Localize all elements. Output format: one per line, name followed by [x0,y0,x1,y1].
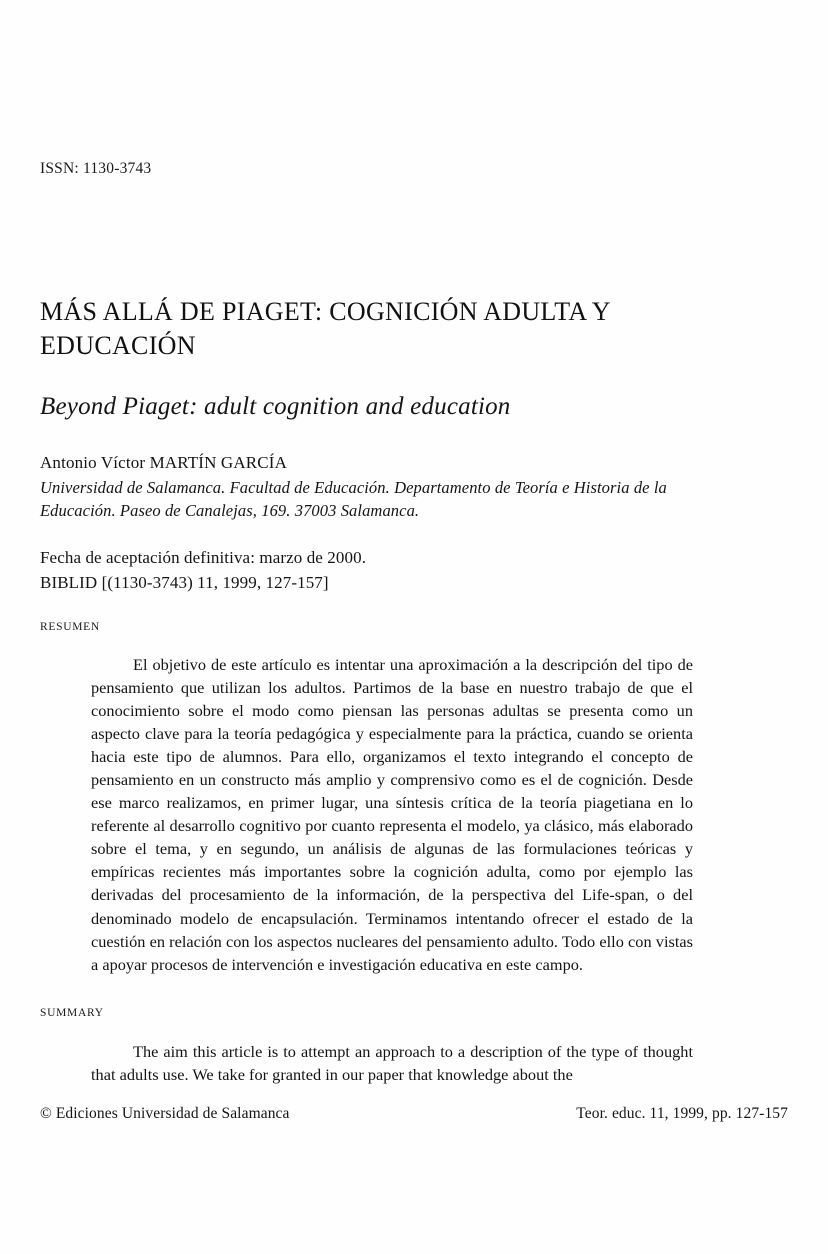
page-subtitle: Beyond Piaget: adult cognition and education [40,392,511,420]
acceptance-date: Fecha de aceptación definitiva: marzo de 2000. [40,548,367,567]
author-affiliation: Universidad de Salamanca. Facultad de Educación. Departamento de Teoría e Historia de la Educación. Paseo de Canalejas, 169. 37003 Salamanca. [40,477,667,521]
abstract-resumen-paragraph: El objetivo de este artículo es intentar una aproximación a la descripción del tipo de pensamiento que utilizan los adultos. Partimos de la base en nuestro trabajo de que el conocimiento sobre el modo como piensan las personas adultas se presenta como un aspecto clave para la teoría pedagógica y especialmente para la práctica, cuando se orienta hacia este tipo de alumnos. Para ello, organizamos el texto integrando el concepto de pensamiento en un constructo más amplio y comprensivo como es el de cognición. Desde ese marco realizamos, en primer lugar, una síntesis crítica de la teoría piagetiana en lo referente al desarrollo cognitivo por cuanto representa el modelo, ya clásico, más elaborado sobre el tema, y en segundo, un análisis de algunas de las formulaciones teóricas y empíricas recientes más importantes sobre la cognición adulta, como por ejemplo las derivadas del procesamiento de la información, de la perspectiva del Life-span, o del denominado modelo de encapsulación. Terminamos intentando ofrecer el estado de la cuestión en relación con los aspectos nucleares del pensamiento adulto. Todo ello con vistas a apoyar procesos de intervención e investigación educativa en este campo. [91,655,693,974]
author-block [40,452,720,523]
section-heading-summary: SUMMARY [40,1007,104,1019]
metadata-block [40,546,640,595]
biblid-line: BIBLID [(1130-3743) 11, 1999, 127-157] [40,572,329,592]
footer-publisher: © Ediciones Universidad de Salamanca [40,1105,290,1122]
section-heading-resumen: RESUMEN [40,621,100,633]
title-block [40,295,700,422]
page-footer [40,1105,788,1123]
footer-citation: Teor. educ. 11, 1999, pp. 127-157 [576,1105,788,1122]
author-name: Antonio Víctor MARTÍN GARCÍA [40,453,287,472]
abstract-resumen [91,653,693,976]
abstract-summary [91,1040,693,1086]
page-title: MÁS ALLÁ DE PIAGET: COGNICIÓN ADULTA Y EDUCACIÓN [40,297,610,361]
abstract-summary-paragraph: The aim this article is to attempt an approach to a description of the type of thought that adults use. We take for granted in our paper that knowledge about the [91,1042,693,1085]
issn-line: ISSN: 1130-3743 [40,160,152,177]
